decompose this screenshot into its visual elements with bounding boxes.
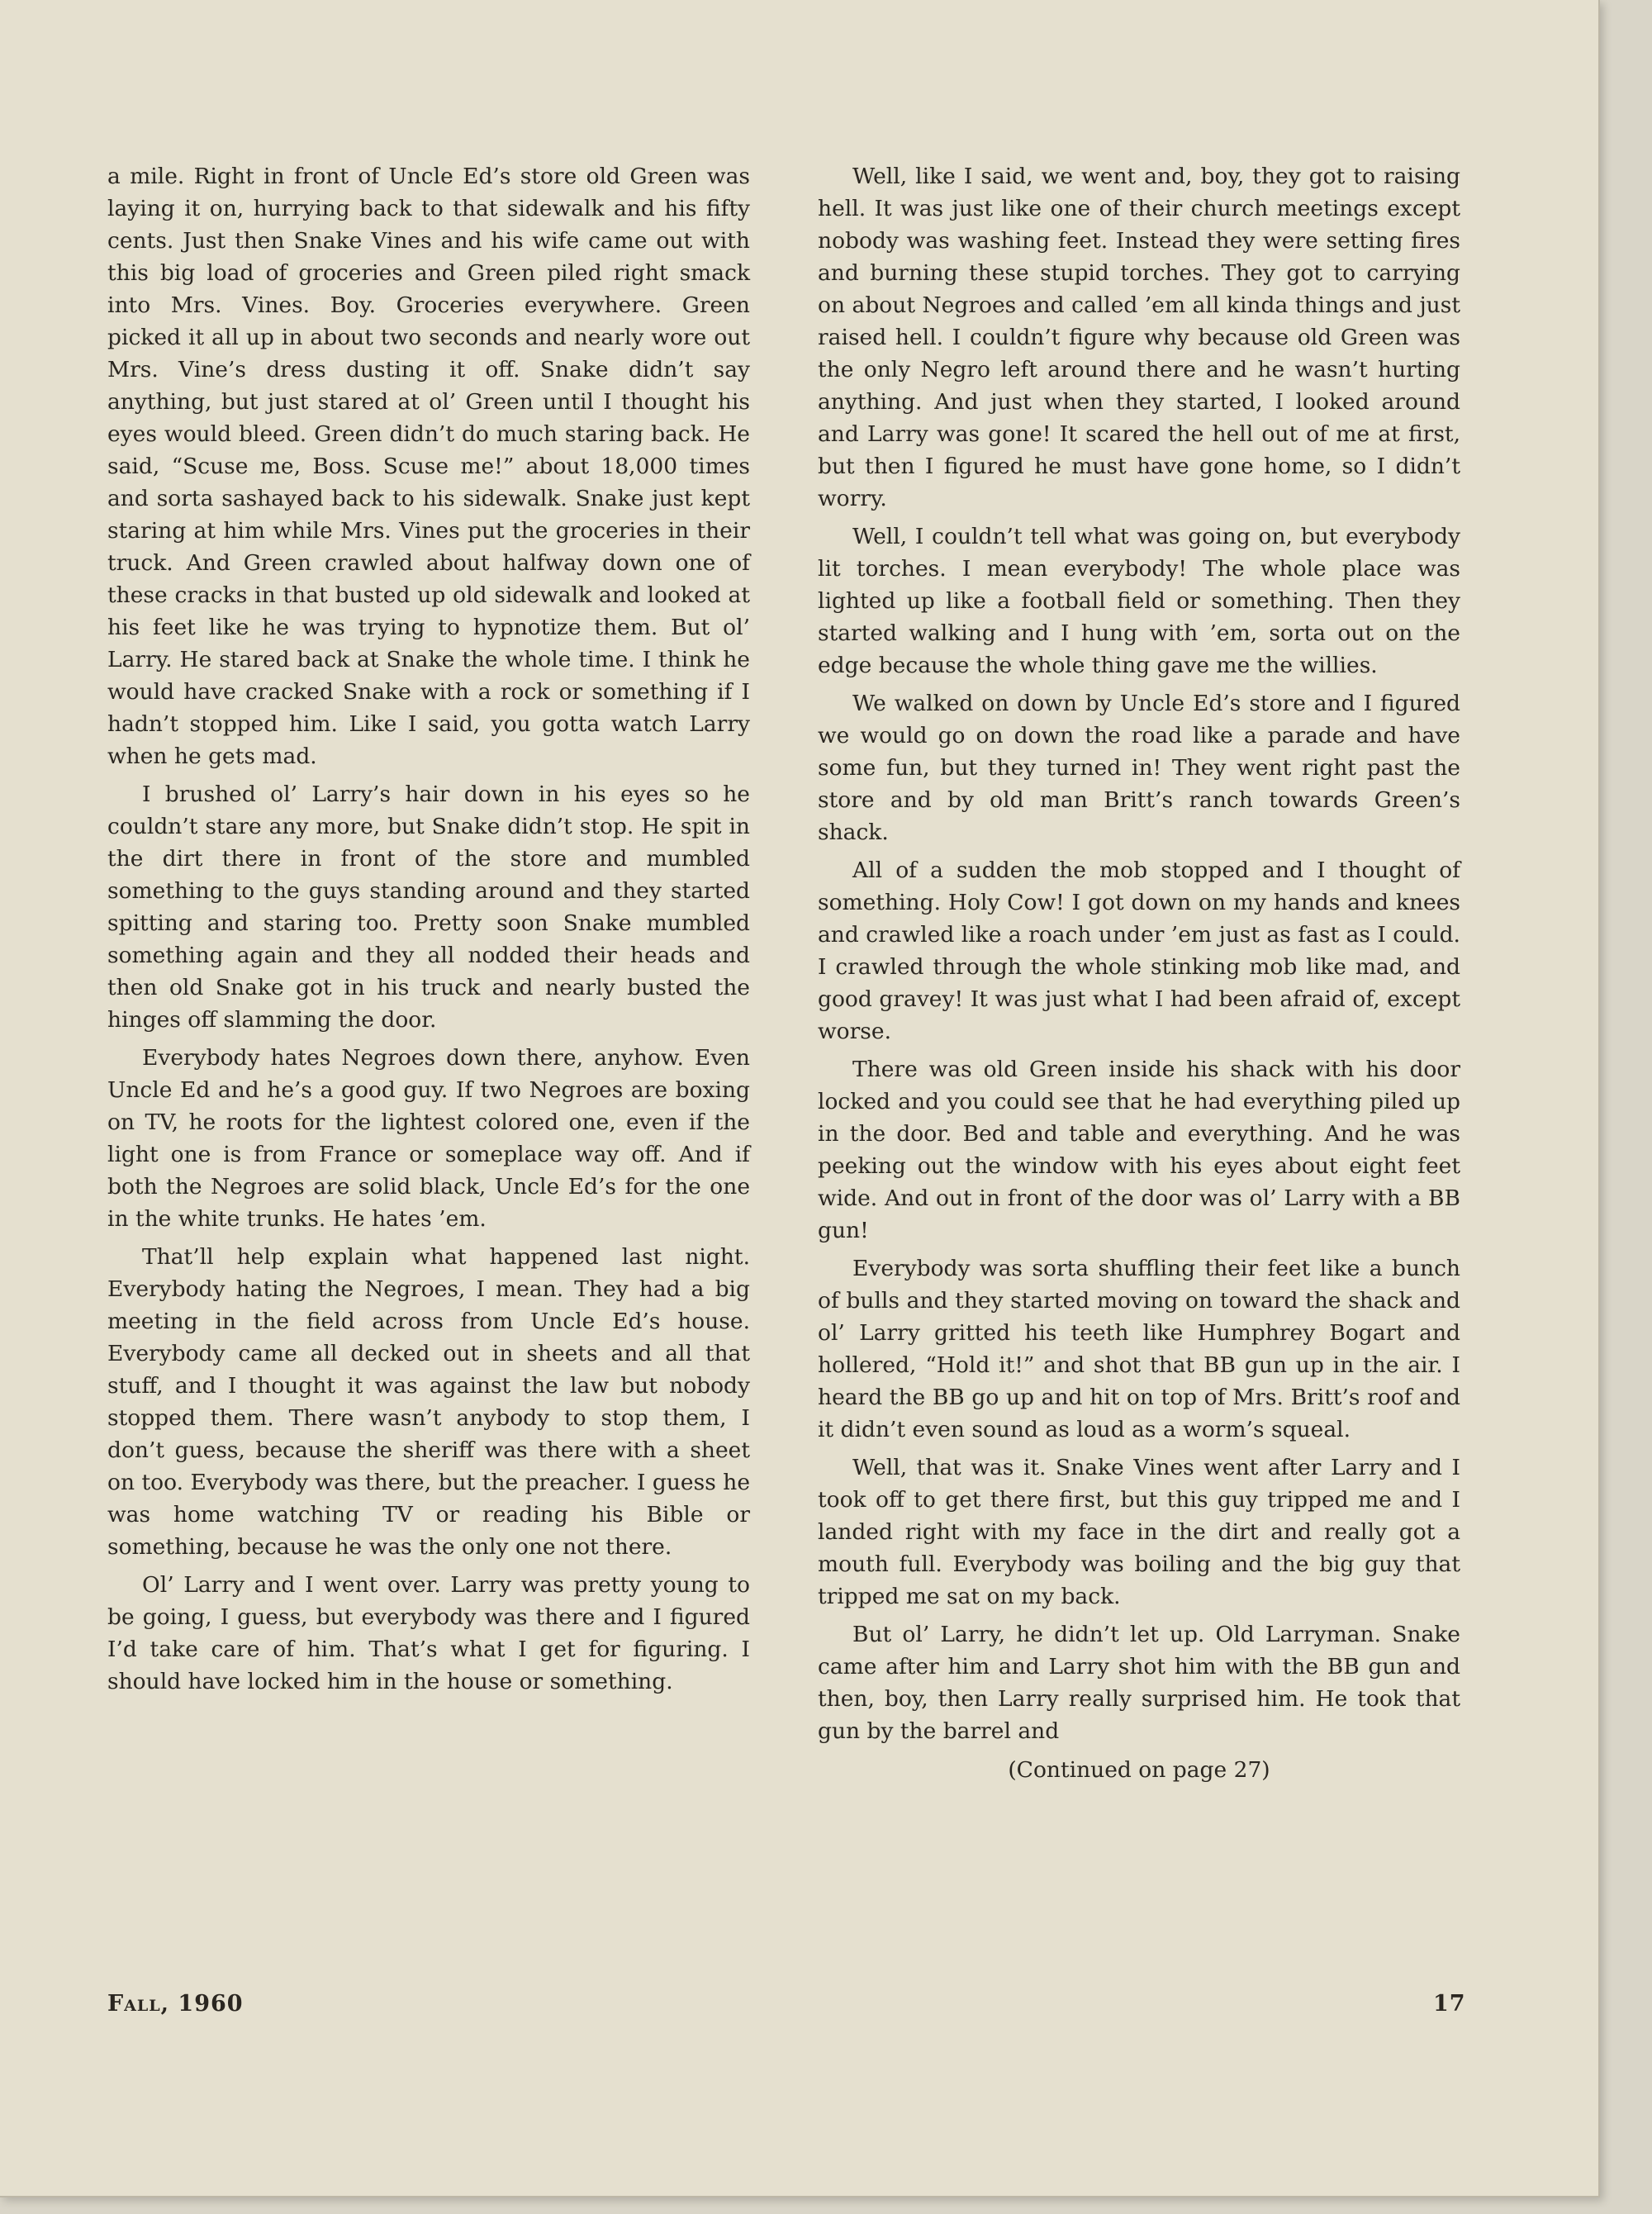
- right-column: [818, 160, 1460, 1792]
- paragraph: But ol’ Larry, he didn’t let up. Old Larryman. Snake came after him and Larry shot him with the BB gun and then, boy, then Larry really surprised him. He took that gun by the barrel and: [818, 1622, 1460, 1744]
- paragraph: a mile. Right in front of Uncle Ed’s store old Green was laying it on, hurrying back to that sidewalk and his fifty cents. Just then Snake Vines and his wife came out with this big load of groceries and Green piled right smack into Mrs. Vines. Boy. Groceries everywhere. Green picked it all up in about two seconds and nearly wore out Mrs. Vine’s dress dusting it off. Snake didn’t say anything, but just stared at ol’ Green until I thought his eyes would bleed. Green didn’t do much staring back. He said, “Scuse me, Boss. Scuse me!” about 18,000 times and sorta sashayed back to his sidewalk. Snake just kept staring at him while Mrs. Vines put the groceries in their truck. And Green crawled about halfway down one of these cracks in that busted up old sidewalk and looked at his feet like he was trying to hypnotize them. But ol’ Larry. He stared back at Snake the whole time. I think he would have cracked Snake with a rock or something if I hadn’t stopped him. Like I said, you gotta watch Larry when he gets mad.: [107, 164, 750, 769]
- left-column: [107, 160, 750, 1703]
- paragraph: Ol’ Larry and I went over. Larry was pretty young to be going, I guess, but everybody was there and I figured I’d take care of him. That’s what I get for figuring. I should have locked him in the house or something.: [107, 1572, 750, 1694]
- paragraph: Well, that was it. Snake Vines went after Larry and I took off to get there first, but this guy tripped me and I landed right with my face in the dirt and really got a mouth full. Everybody was boiling and the big guy that tripped me sat on my back.: [818, 1455, 1460, 1609]
- page-number: 17: [1433, 1991, 1466, 2017]
- paragraph: Everybody was sorta shuffling their feet like a bunch of bulls and they started moving on toward the shack and ol’ Larry gritted his teeth like Humphrey Bogart and hollered, “Hold it!” and shot that BB gun up in the air. I heard the BB go up and hit on top of Mrs. Britt’s roof and it didn’t even sound as loud as a worm’s squeal.: [818, 1256, 1460, 1442]
- paragraph: There was old Green inside his shack with his door locked and you could see that he had everything piled up in the door. Bed and table and everything. And he was peeking out the window with his eyes about eight feet wide. And out in front of the door was ol’ Larry with a BB gun!: [818, 1057, 1460, 1243]
- paragraph: All of a sudden the mob stopped and I thought of something. Holy Cow! I got down on my hands and knees and crawled like a roach under ’em just as fast as I could. I crawled through the whole stinking mob like mad, and good gravey! It was just what I had been afraid of, except worse.: [818, 858, 1460, 1044]
- paragraph: We walked on down by Uncle Ed’s store and I figured we would go on down the road like a parade and have some fun, but they turned in! They went right past the store and by old man Britt’s ranch towards Green’s shack.: [818, 691, 1460, 845]
- paragraph: Everybody hates Negroes down there, anyhow. Even Uncle Ed and he’s a good guy. If two Negroes are boxing on TV, he roots for the lightest colored one, even if the light one is from France or someplace way off. And if both the Negroes are solid black, Uncle Ed’s for the one in the white trunks. He hates ’em.: [107, 1045, 750, 1232]
- continued-note: (Continued on page 27): [1008, 1757, 1270, 1783]
- paragraph: Well, I couldn’t tell what was going on, but everybody lit torches. I mean everybody! The whole place was lighted up like a football field or something. Then they started walking and I hung with ’em, sorta out on the edge because the whole thing gave me the willies.: [818, 524, 1460, 678]
- paragraph: That’ll help explain what happened last night. Everybody hating the Negroes, I mean. They had a big meeting in the field across from Uncle Ed’s house. Everybody came all decked out in sheets and all that stuff, and I thought it was against the law but nobody stopped them. There wasn’t anybody to stop them, I don’t guess, because the sheriff was there with a sheet on too. Everybody was there, but the preacher. I guess he was home watching TV or reading his Bible or something, because he was the only one not there.: [107, 1244, 750, 1560]
- issue-date: Fall, 1960: [107, 1991, 244, 2017]
- paragraph: I brushed ol’ Larry’s hair down in his eyes so he couldn’t stare any more, but Snake didn’t stop. He spit in the dirt there in front of the store and mumbled something to the guys standing around and they started spitting and staring too. Pretty soon Snake mumbled something again and they all nodded their heads and then old Snake got in his truck and nearly busted the hinges off slamming the door.: [107, 782, 750, 1033]
- paragraph: Well, like I said, we went and, boy, they got to raising hell. It was just like one of their church meetings except nobody was washing feet. Instead they were setting fires and burning these stupid torches. They got to carrying on about Negroes and called ’em all kinda things and just raised hell. I couldn’t figure why because old Green was the only Negro left around there and he wasn’t hurting anything. And just when they started, I looked around and Larry was gone! It scared the hell out of me at first, but then I figured he must have gone home, so I didn’t worry.: [818, 164, 1460, 511]
